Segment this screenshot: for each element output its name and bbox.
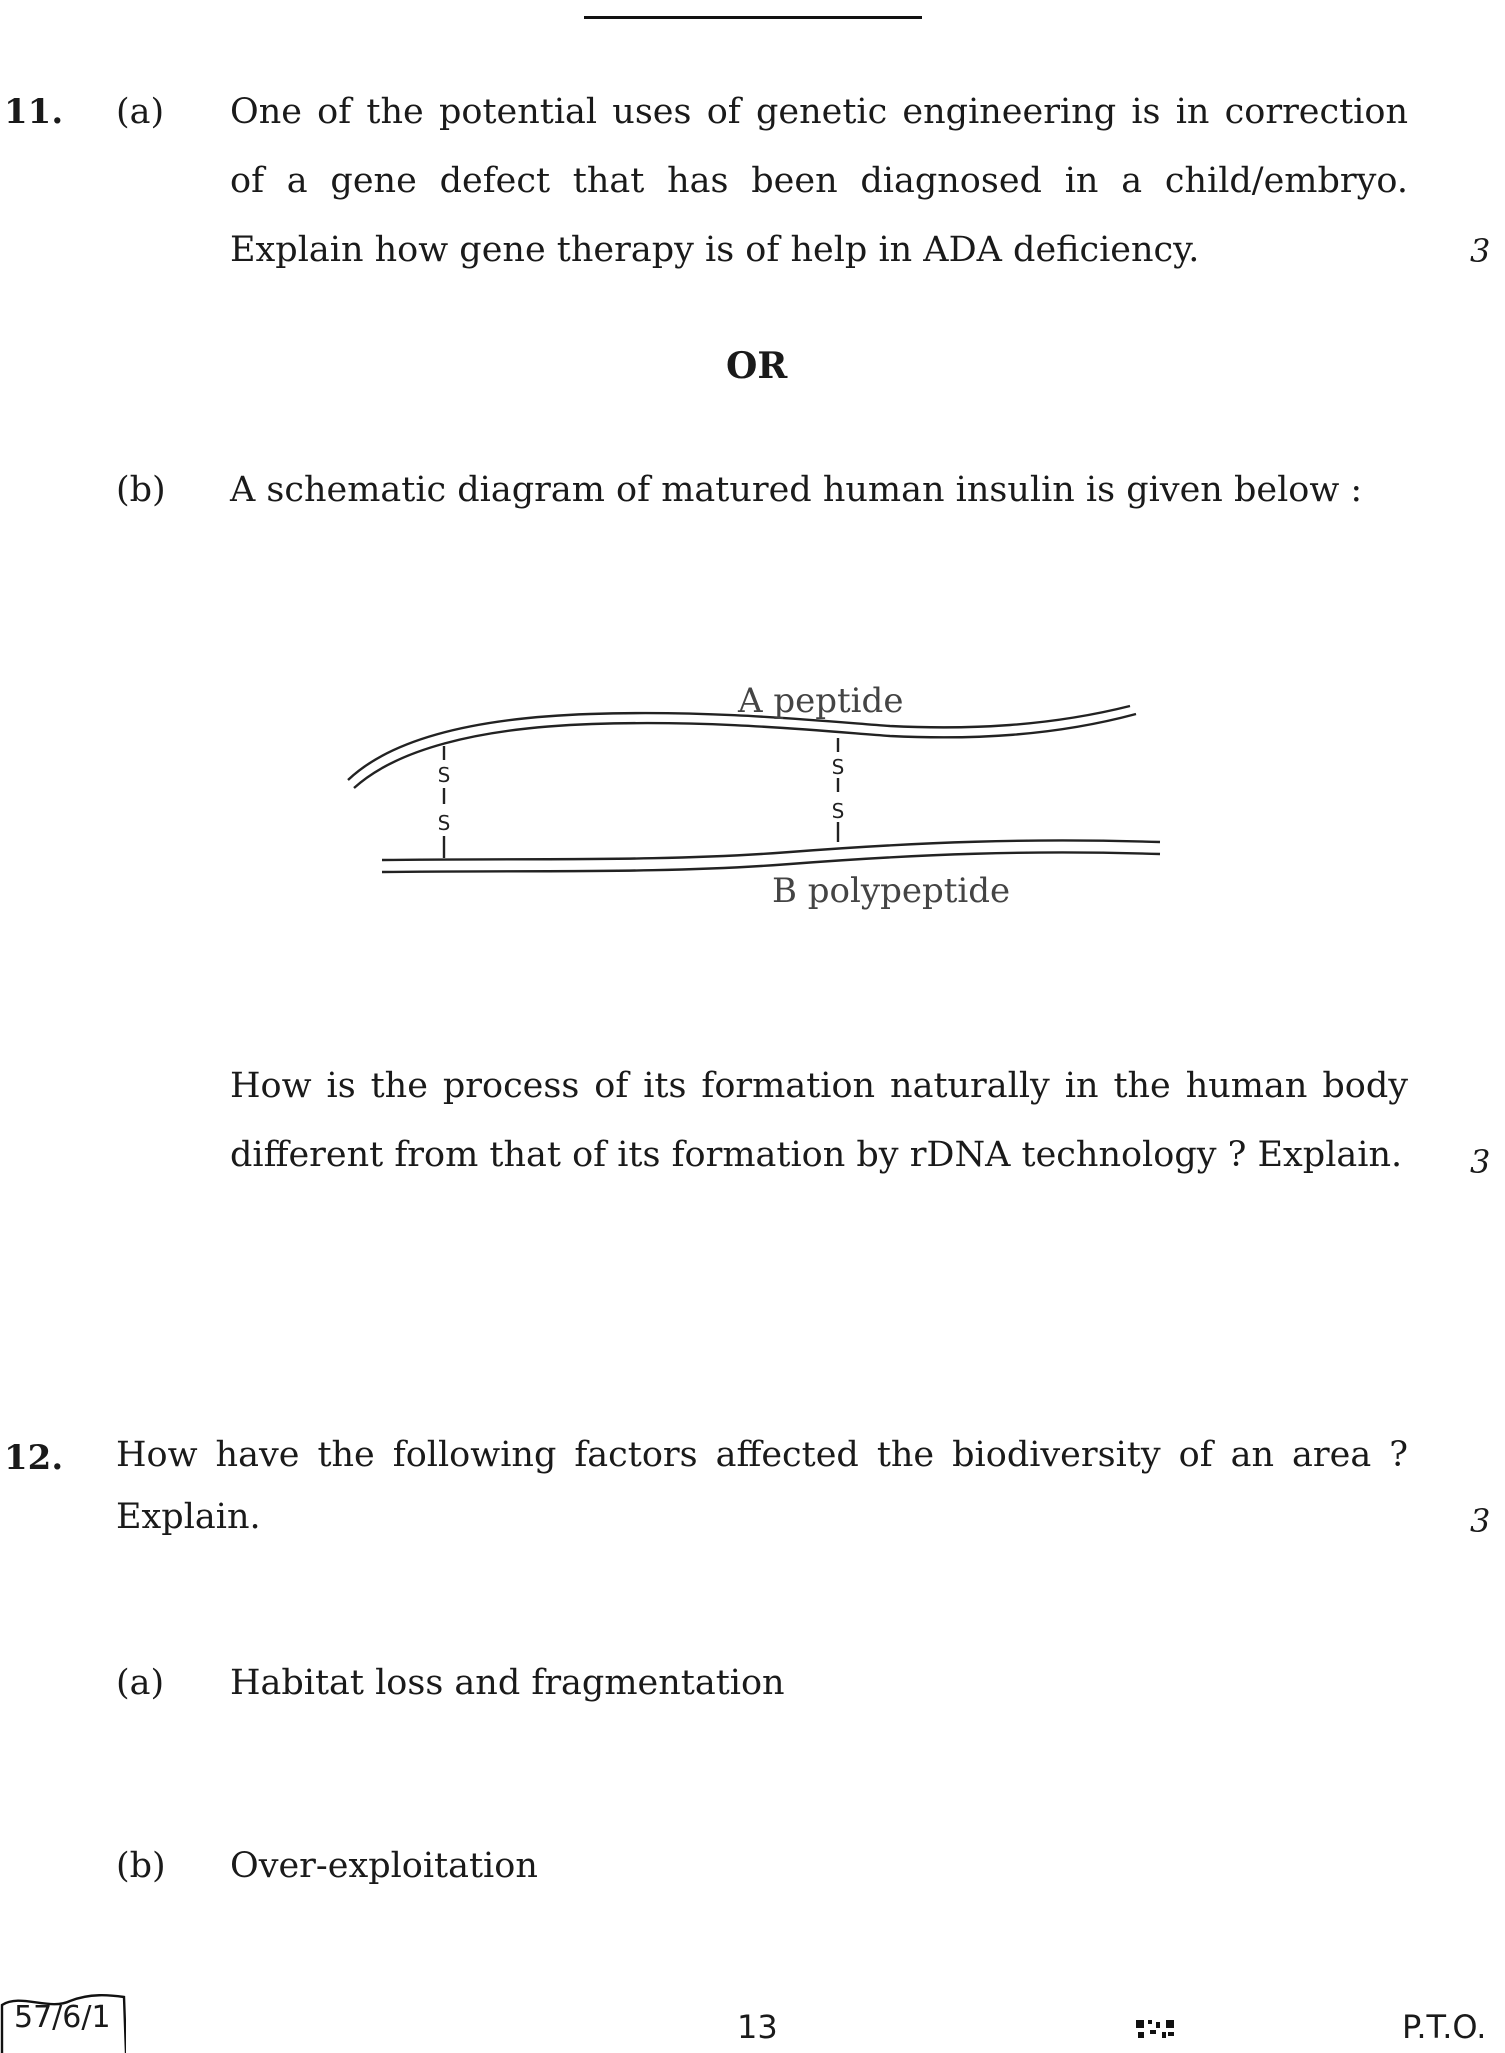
- q12-marks: 3: [1470, 1502, 1491, 1540]
- question-12-number: 12.: [4, 1438, 64, 1478]
- b-chain-line-1: [382, 840, 1160, 860]
- right-bond-s-bottom: S: [831, 799, 845, 823]
- left-bond-s-bottom: S: [437, 811, 451, 835]
- b-polypeptide-label: B polypeptide: [772, 871, 1011, 911]
- or-label: OR: [726, 345, 788, 387]
- qr-code-icon: [1136, 2020, 1176, 2040]
- q12-text: How have the following factors affected the biodiversity of an area ? Explain.: [116, 1435, 1408, 1537]
- q12-part-b-label: (b): [116, 1846, 166, 1886]
- q11-part-b-question: How is the process of its formation naturally in the human body different from that of its formation by rDNA technology ? Explain.: [230, 1066, 1408, 1175]
- q11-a-marks: 3: [1470, 232, 1491, 270]
- left-bond-s-top: S: [437, 763, 451, 787]
- q11-part-a-text: One of the potential uses of genetic engineering is in correction of a gene defect that has been diagnosed in a child/embryo. Explain how gene therapy is of help in ADA deficiency.: [230, 92, 1408, 270]
- insulin-diagram: [330, 670, 1170, 920]
- pto-label: P.T.O.: [1402, 2008, 1487, 2046]
- right-bond-s-top: S: [831, 755, 845, 779]
- a-peptide-label: A peptide: [738, 681, 904, 721]
- q11-part-b-label: (b): [116, 470, 166, 510]
- page-number: 13: [737, 2008, 778, 2046]
- q11-part-a-label: (a): [116, 92, 165, 132]
- top-rule: [584, 16, 922, 19]
- question-11-number: 11.: [4, 92, 64, 132]
- q12-part-a-text: Habitat loss and fragmentation: [230, 1663, 785, 1703]
- q11-b-marks: 3: [1470, 1143, 1491, 1181]
- b-chain-line-2: [382, 852, 1160, 872]
- q11-part-b-intro: A schematic diagram of matured human insulin is given below :: [230, 470, 1363, 510]
- paper-code-box: [0, 1993, 126, 2053]
- q12-part-a-label: (a): [116, 1663, 165, 1703]
- q12-part-b-text: Over-exploitation: [230, 1846, 538, 1886]
- paper-code: 57/6/1: [14, 2000, 111, 2035]
